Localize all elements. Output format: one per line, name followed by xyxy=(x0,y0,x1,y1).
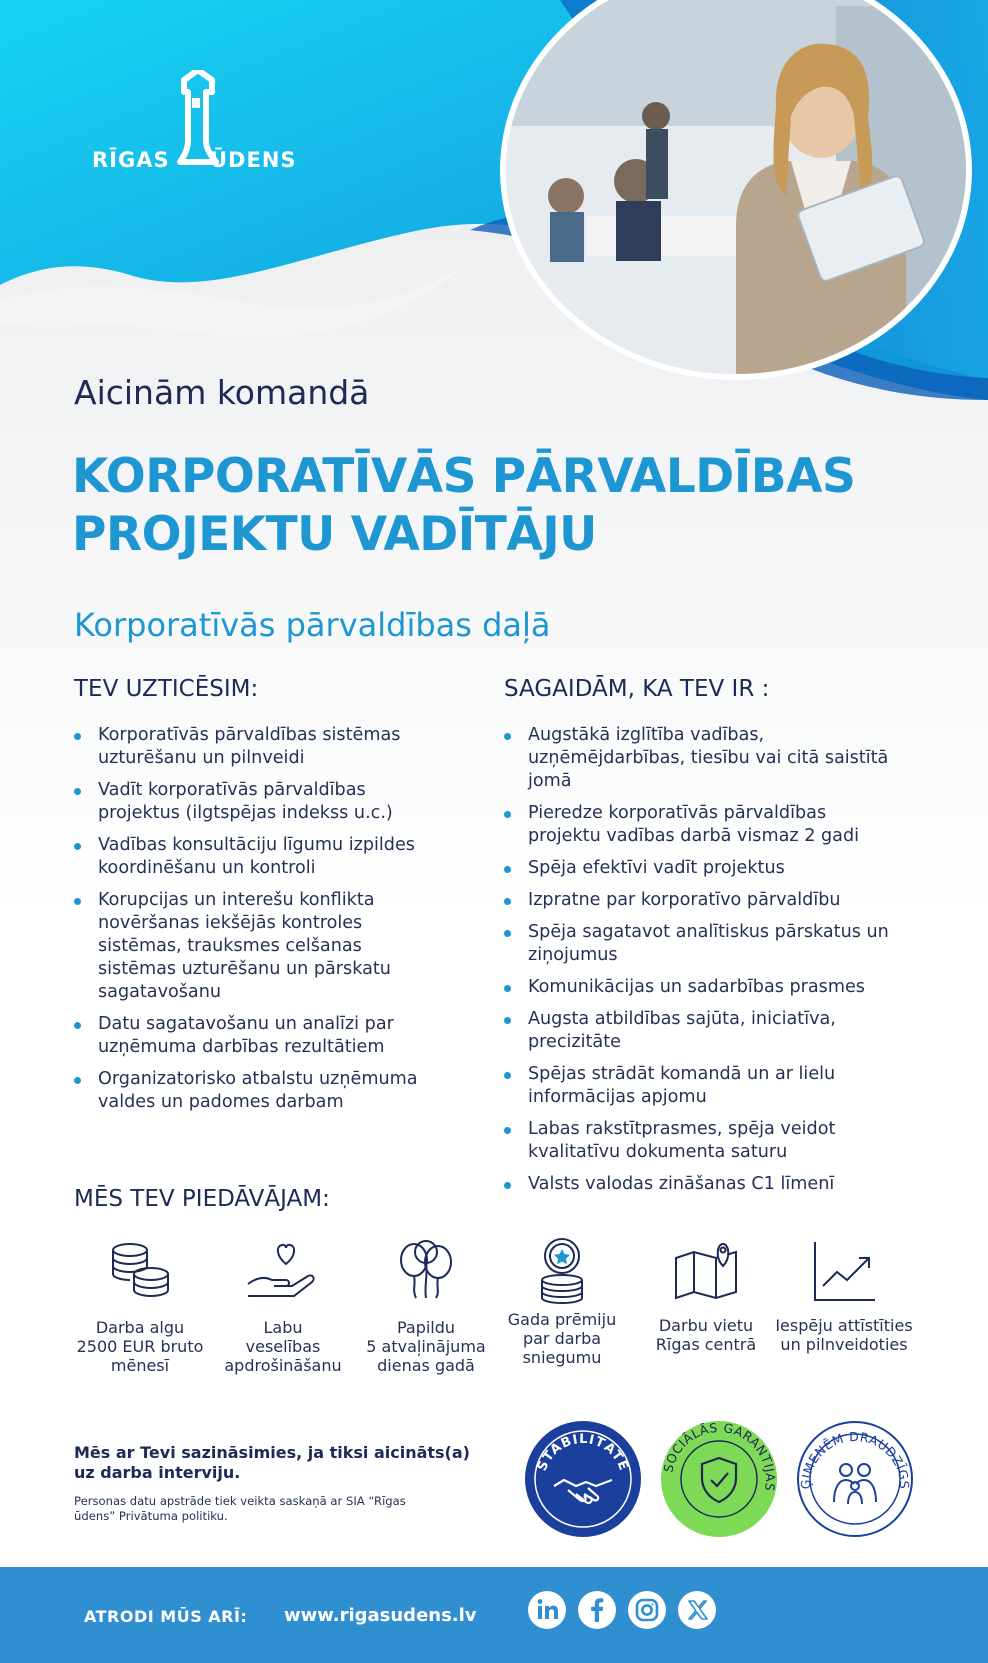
list-item: Spēja sagatavot analītiskus pārskatus un ziņojumus xyxy=(504,921,904,967)
find-us-label: ATRODI MŪS ARĪ: xyxy=(84,1607,248,1626)
balloons-icon xyxy=(394,1240,458,1302)
requirements-heading: SAGAIDĀM, KA TEV IR : xyxy=(504,676,770,702)
benefit-line: dienas gadā xyxy=(377,1356,475,1375)
list-item: Vadības konsultāciju līgumu izpildes koordinēšanu un kontroli xyxy=(74,834,444,880)
requirements-list xyxy=(504,724,904,1196)
list-item: Organizatorisko atbalstu uzņēmuma valdes un padomes darbam xyxy=(74,1068,444,1114)
instagram-icon[interactable] xyxy=(628,1591,666,1629)
benefit-line: Labu xyxy=(263,1318,303,1337)
list-item: Izpratne par korporatīvo pārvaldību xyxy=(504,889,904,912)
badge-label: SOCIĀLĀS GARANTIJAS xyxy=(660,1420,778,1493)
benefit-growth xyxy=(768,1240,920,1354)
job-title: KORPORATĪVĀS PĀRVALDĪBAS PROJEKTU VADĪTĀJU xyxy=(72,449,856,562)
website-link[interactable]: www.rigasudens.lv xyxy=(284,1605,477,1626)
list-item: Spējas strādāt komandā un ar lielu informācijas apjomu xyxy=(504,1063,904,1109)
rigas-udens-logo xyxy=(88,70,308,180)
badge-label: STABILITĀTE xyxy=(534,1431,632,1474)
list-item: Spēja efektīvi vadīt projektus xyxy=(504,857,904,880)
benefit-line: Rīgas centrā xyxy=(655,1335,757,1354)
benefit-line: apdrošināšanu xyxy=(224,1356,342,1375)
list-item: Datu sagatavošanu un analīzi par uzņēmuma darbības rezultātiem xyxy=(74,1013,444,1059)
facebook-icon[interactable] xyxy=(578,1591,616,1629)
offer-heading: MĒS TEV PIEDĀVĀJAM: xyxy=(74,1186,330,1212)
intro-heading: Aicinām komandā xyxy=(74,373,370,412)
logo-word-left: RĪGAS xyxy=(92,148,170,172)
privacy-note: Personas datu apstrāde tiek veikta saskaņā ar SIA “Rīgas ūdens” Privātuma politiku. xyxy=(74,1494,406,1523)
benefit-line: par darba xyxy=(522,1329,602,1348)
logo-word-right: ŪDENS xyxy=(210,148,297,172)
badge-stability xyxy=(524,1420,642,1538)
badge-label: ĢIMENĒM DRAUDZĪGS xyxy=(797,1428,913,1490)
coins-icon xyxy=(105,1240,175,1302)
benefit-line: veselības xyxy=(245,1337,321,1356)
benefit-line: Iespēju attīstīties xyxy=(775,1316,913,1335)
benefit-line: sniegumu xyxy=(522,1348,602,1367)
benefit-line: Darba algu xyxy=(95,1318,185,1337)
contact-note: Mēs ar Tevi sazināsimies, ja tiksi aicināts(a) uz darba interviju. xyxy=(74,1443,470,1482)
benefit-vacation xyxy=(356,1240,496,1375)
benefit-line: Papildu xyxy=(396,1318,456,1337)
badge-social-guarantees xyxy=(660,1420,778,1538)
benefit-bonus xyxy=(492,1236,632,1367)
footer xyxy=(0,1567,988,1663)
map-pin-icon xyxy=(673,1240,739,1302)
responsibilities-heading: TEV UZTICĒSIM: xyxy=(74,676,259,702)
benefit-insurance xyxy=(213,1240,353,1375)
list-item: Korporatīvās pārvaldības sistēmas uzturēšanu un pilnveidi xyxy=(74,724,444,770)
list-item: Labas rakstītprasmes, spēja veidot kvalitatīvu dokumenta saturu xyxy=(504,1118,904,1164)
list-item: Komunikācijas un sadarbības prasmes xyxy=(504,976,904,999)
heart-hand-icon xyxy=(246,1240,320,1302)
list-item: Valsts valodas zināšanas C1 līmenī xyxy=(504,1173,904,1196)
benefit-line: Gada prēmiju xyxy=(507,1310,617,1329)
benefit-line: Darbu vietu xyxy=(658,1316,754,1335)
badge-family-friendly xyxy=(796,1420,914,1538)
list-item: Korupcijas un interešu konflikta novēršanas iekšējās kontroles sistēmas, trauksmes celšanas sistēmas uzturēšanu un pārskatu sagatavošanu xyxy=(74,889,444,1004)
responsibilities-list xyxy=(74,724,444,1114)
x-icon[interactable] xyxy=(678,1591,716,1629)
benefit-line: 2500 EUR bruto xyxy=(76,1337,204,1356)
list-item: Augsta atbildības sajūta, iniciatīva, precizitāte xyxy=(504,1008,904,1054)
benefit-salary xyxy=(70,1240,210,1375)
list-item: Pieredze korporatīvās pārvaldības projektu vadības darbā vismaz 2 gadi xyxy=(504,802,904,848)
list-item: Augstākā izglītība vadības, uzņēmējdarbības, tiesību vai citā saistītā jomā xyxy=(504,724,904,793)
medal-coins-icon xyxy=(534,1236,590,1306)
benefit-line: un pilnveidoties xyxy=(780,1335,908,1354)
list-item: Vadīt korporatīvās pārvaldības projektus (ilgtspējas indekss u.c.) xyxy=(74,779,444,825)
benefit-location xyxy=(636,1240,776,1354)
growth-chart-icon xyxy=(811,1240,877,1302)
benefit-line: mēnesī xyxy=(110,1356,170,1375)
benefit-line: 5 atvaļinājuma xyxy=(366,1337,486,1356)
department-subtitle: Korporatīvās pārvaldības daļā xyxy=(74,606,551,644)
linkedin-icon[interactable] xyxy=(528,1591,566,1629)
